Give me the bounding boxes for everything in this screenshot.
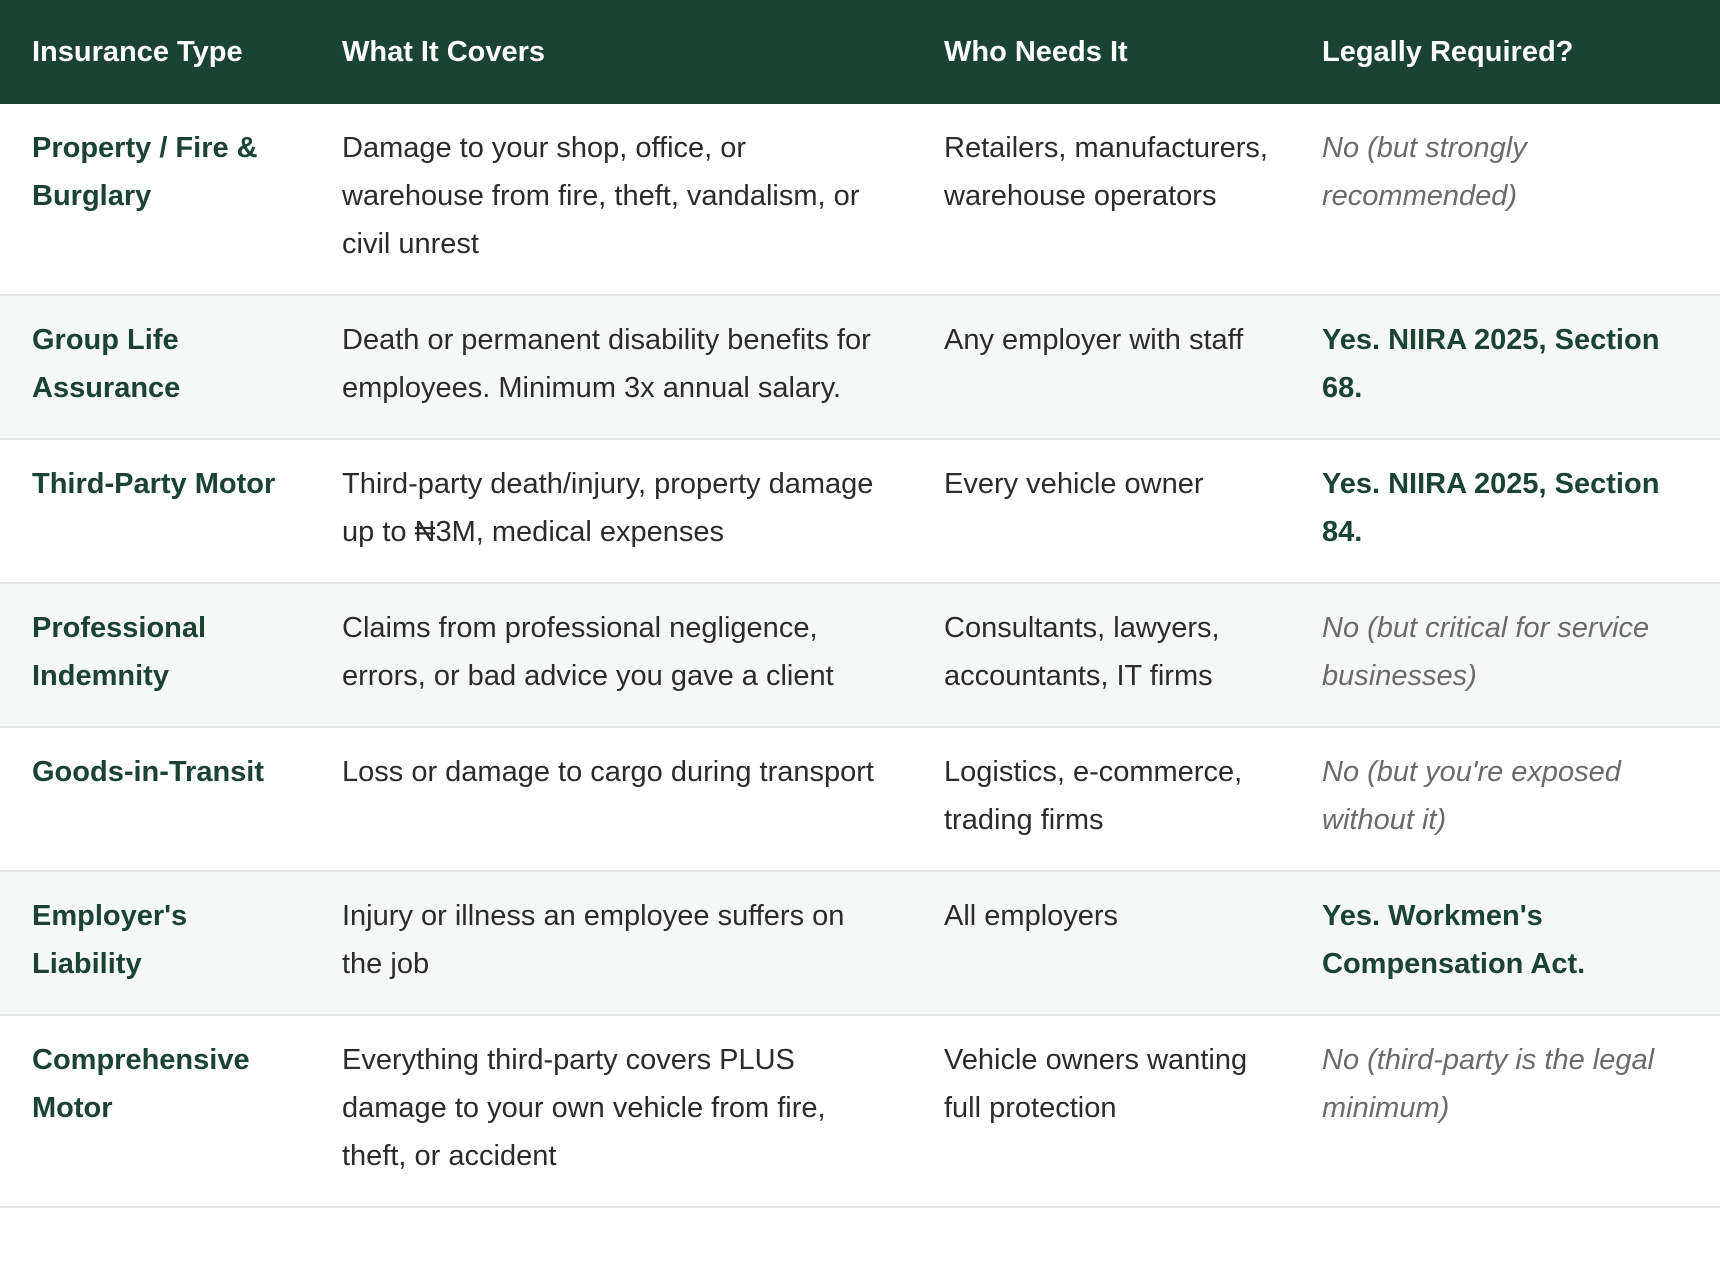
table-row <box>0 871 1720 1015</box>
insurance-type-cell: Property / Fire & Burglary <box>0 104 310 295</box>
table-row <box>0 727 1720 871</box>
table-row <box>0 439 1720 583</box>
table-row <box>0 295 1720 439</box>
table-header-row <box>0 0 1720 104</box>
header-what-it-covers: What It Covers <box>342 36 546 68</box>
who-needs-it-cell: Any employer with staff <box>912 295 1290 439</box>
who-needs-it-cell: Vehicle owners wanting full protection <box>912 1015 1290 1207</box>
who-needs-it-cell: All employers <box>912 871 1290 1015</box>
legally-required-cell: No (but critical for service businesses) <box>1290 583 1720 727</box>
insurance-type-cell: Professional Indemnity <box>0 583 310 727</box>
who-needs-it-cell: Retailers, manufacturers, warehouse operators <box>912 104 1290 295</box>
insurance-type-cell: Employer's Liability <box>0 871 310 1015</box>
coverage-cell: Claims from professional negligence, errors, or bad advice you gave a client <box>310 583 912 727</box>
coverage-cell: Third-party death/injury, property damage up to ₦3M, medical expenses <box>310 439 912 583</box>
legally-required-cell: No (third-party is the legal minimum) <box>1290 1015 1720 1207</box>
who-needs-it-cell: Every vehicle owner <box>912 439 1290 583</box>
legally-required-cell: No (but you're exposed without it) <box>1290 727 1720 871</box>
insurance-type-cell: Third-Party Motor <box>0 439 310 583</box>
insurance-type-cell: Goods-in-Transit <box>0 727 310 871</box>
insurance-type-cell: Group Life Assurance <box>0 295 310 439</box>
coverage-cell: Loss or damage to cargo during transport <box>310 727 912 871</box>
coverage-cell: Death or permanent disability benefits for employees. Minimum 3x annual salary. <box>310 295 912 439</box>
header-legally-required: Legally Required? <box>1322 36 1574 68</box>
who-needs-it-cell: Consultants, lawyers, accountants, IT firms <box>912 583 1290 727</box>
table-row <box>0 583 1720 727</box>
insurance-type-cell: Comprehensive Motor <box>0 1015 310 1207</box>
table-row <box>0 104 1720 295</box>
header-who-needs-it: Who Needs It <box>944 36 1128 68</box>
legally-required-cell: Yes. Workmen's Compensation Act. <box>1290 871 1720 1015</box>
table-row <box>0 1015 1720 1207</box>
header-insurance-type: Insurance Type <box>32 36 243 68</box>
who-needs-it-cell: Logistics, e-commerce, trading firms <box>912 727 1290 871</box>
coverage-cell: Injury or illness an employee suffers on the job <box>310 871 912 1015</box>
legally-required-cell: No (but strongly recommended) <box>1290 104 1720 295</box>
coverage-cell: Everything third-party covers PLUS damage to your own vehicle from fire, theft, or accident <box>310 1015 912 1207</box>
legally-required-cell: Yes. NIIRA 2025, Section 68. <box>1290 295 1720 439</box>
coverage-cell: Damage to your shop, office, or warehouse from fire, theft, vandalism, or civil unrest <box>310 104 912 295</box>
legally-required-cell: Yes. NIIRA 2025, Section 84. <box>1290 439 1720 583</box>
